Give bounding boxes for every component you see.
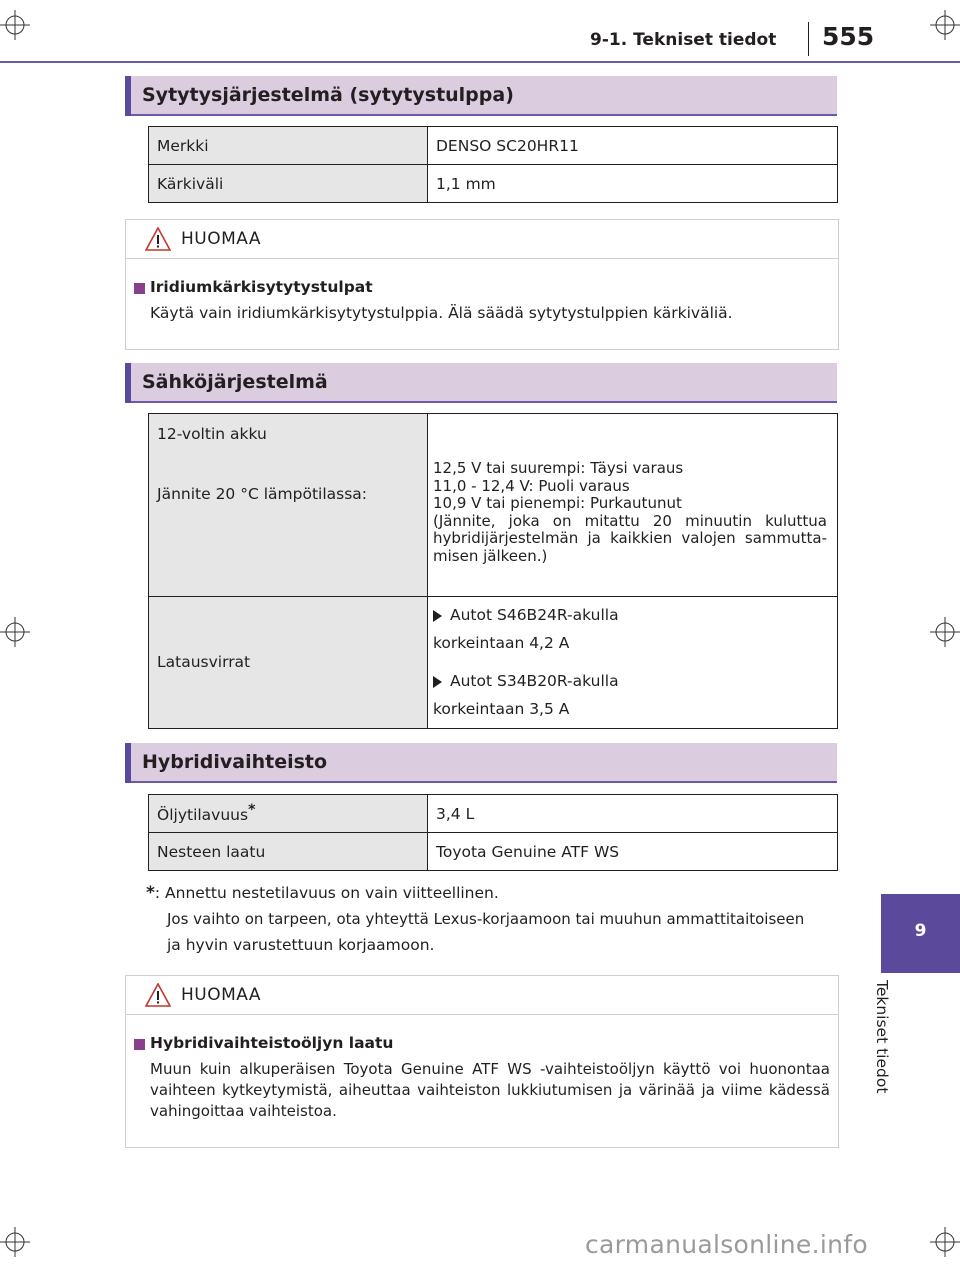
- spec-value: 3,4 L: [428, 795, 838, 833]
- warning-icon: [145, 227, 171, 251]
- spec-key: Merkki: [149, 127, 428, 165]
- hybrid-spec-table: [148, 794, 838, 871]
- charging-model: Autot S34B20R-akulla: [450, 672, 619, 690]
- spec-key: Kärkiväli: [149, 165, 428, 203]
- chapter-title: 9-1. Tekniset tiedot: [590, 30, 777, 50]
- notice-box-spark-plugs: [125, 219, 839, 350]
- footnote-star: *: [248, 802, 256, 819]
- battery-label: 12-voltin akku: [157, 425, 267, 443]
- list-item: [433, 606, 619, 624]
- ignition-spec-table: [148, 126, 838, 203]
- charging-key-cell: [149, 597, 428, 729]
- page-number: 555: [822, 22, 875, 51]
- watermark: carmanualsonline.info: [585, 1230, 868, 1259]
- voltage-value-cell: [428, 414, 838, 597]
- spec-key: [149, 795, 428, 833]
- charging-value: korkeintaan 3,5 A: [433, 700, 570, 718]
- spec-value: DENSO SC20HR11: [428, 127, 838, 165]
- section-header-electrical: [125, 363, 837, 403]
- electrical-spec-table: [148, 413, 838, 729]
- charging-model: Autot S46B24R-akulla: [450, 606, 619, 624]
- spec-value: Toyota Genuine ATF WS: [428, 833, 838, 871]
- section-header-ignition: [125, 76, 837, 116]
- header-separator: [808, 22, 809, 56]
- section-header-hybrid: [125, 743, 837, 783]
- footnote-line: : Annettu nestetilavuus on vain viitteellinen.: [154, 884, 499, 902]
- notice-header: [126, 976, 838, 1015]
- square-bullet-icon: [134, 283, 145, 294]
- square-bullet-icon: [134, 1039, 145, 1050]
- footnote-mark: *: [146, 883, 155, 903]
- section-title: Sytytysjärjestelmä (sytytystulppa): [142, 84, 514, 106]
- chapter-number: 9: [914, 921, 927, 941]
- notice-box-transmission-oil: [125, 975, 839, 1148]
- voltage-note: (Jännite, joka on mitattu 20 minuutin kuluttua hybridijärjestelmän ja kaikkien valojen sammutta-misen jälkeen.): [433, 511, 827, 565]
- spec-value: 1,1 mm: [428, 165, 838, 203]
- table-row: [149, 165, 838, 203]
- triangle-bullet-icon: [433, 676, 442, 688]
- header-rule: [0, 61, 960, 63]
- table-row: [149, 414, 838, 597]
- table-row: [149, 127, 838, 165]
- chapter-side-label: [873, 980, 911, 1110]
- notice-header: [126, 220, 838, 259]
- warning-icon: [145, 983, 171, 1007]
- table-row: [149, 597, 838, 729]
- list-item: [433, 672, 619, 690]
- notice-text: Muun kuin alkuperäisen Toyota Genuine ATF WS -vaihteistoöljyn käyttö voi huonontaa vaihteen kytkeytymistä, aiheuttaa vaihteiston lukkiutumisen ja värinää ja viime kädessä vahingoittaa vaihteistoa.: [150, 1060, 830, 1120]
- triangle-bullet-icon: [433, 610, 442, 622]
- table-row: [149, 833, 838, 871]
- footnote: [146, 880, 836, 958]
- footnote-line: ja hyvin varustettuun korjaamoon.: [167, 936, 435, 954]
- section-title: Sähköjärjestelmä: [142, 371, 328, 393]
- charging-value: korkeintaan 4,2 A: [433, 634, 570, 652]
- spec-key: Nesteen laatu: [149, 833, 428, 871]
- notice-text: Käytä vain iridiumkärkisytytystulppia. Älä säädä sytytystulppien kärkiväliä.: [150, 304, 733, 322]
- charging-value-cell: [428, 597, 838, 729]
- notice-label: HUOMAA: [181, 985, 262, 1005]
- notice-title: Hybridivaihteistoöljyn laatu: [150, 1034, 394, 1052]
- battery-key-cell: [149, 414, 428, 597]
- spec-key-text: Öljytilavuus: [157, 806, 249, 825]
- voltage-line: 10,9 V tai pienempi: Purkautunut: [433, 494, 682, 512]
- chapter-tab: [881, 894, 960, 973]
- charging-label: Latausvirrat: [157, 653, 251, 671]
- chapter-side-label-text: Tekniset tiedot: [873, 980, 891, 1094]
- voltage-label: Jännite 20 °C lämpötilassa:: [157, 485, 367, 503]
- section-title: Hybridivaihteisto: [142, 751, 328, 773]
- notice-title: Iridiumkärkisytytystulpat: [150, 278, 373, 296]
- notice-label: HUOMAA: [181, 229, 262, 249]
- voltage-line: 12,5 V tai suurempi: Täysi varaus: [433, 459, 684, 477]
- table-row: [149, 795, 838, 833]
- voltage-line: 11,0 - 12,4 V: Puoli varaus: [433, 476, 630, 495]
- footnote-line: Jos vaihto on tarpeen, ota yhteyttä Lexus-korjaamoon tai muuhun ammattitaitoiseen: [167, 910, 805, 928]
